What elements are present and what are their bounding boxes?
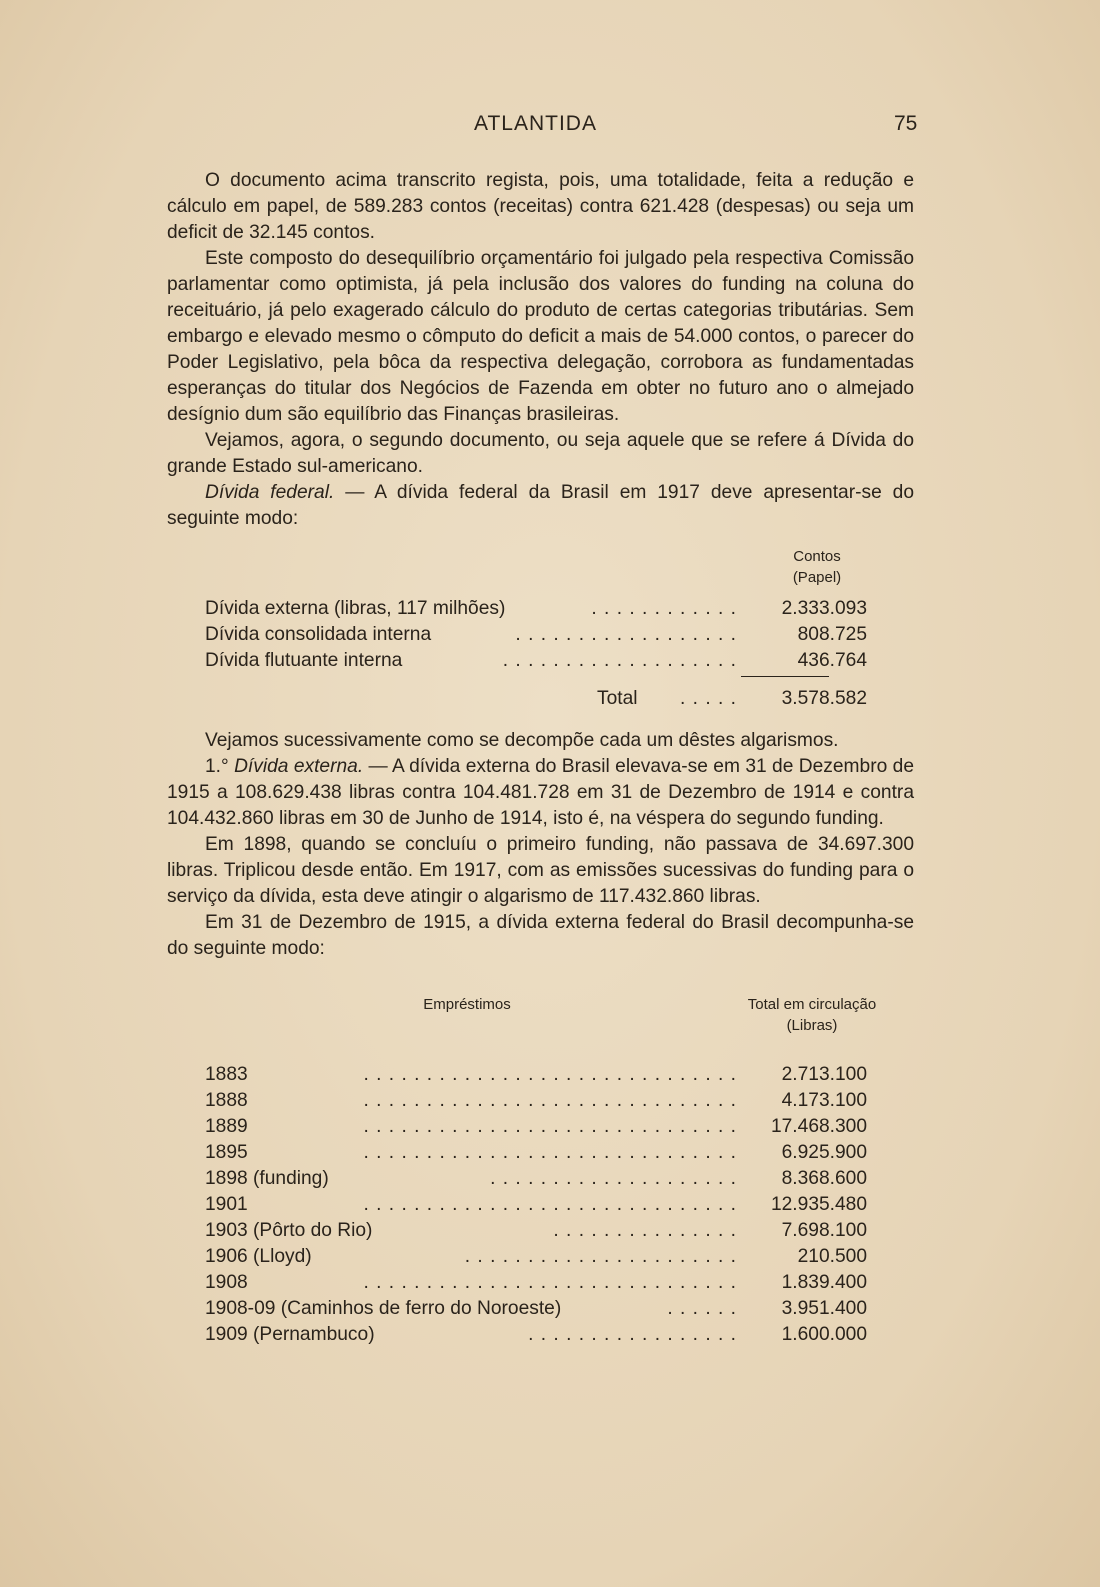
- debt-unit-header: [767, 546, 867, 588]
- section-heading-divida-federal: Dívida federal.: [205, 482, 335, 503]
- section-heading-divida-externa: Dívida externa.: [234, 756, 364, 777]
- paragraph-5: Vejamos sucessivamente como se decompõe cada um dêstes algarismos.: [205, 730, 839, 751]
- paragraph-3: Vejamos, agora, o segundo documento, ou seja aquele que se refere á Dívida do grande Estado sul-americano.: [167, 430, 914, 477]
- paragraph-6-text: — A dívida externa do Brasil elevava-se em 31 de Dezembro de 1915 a 108.629.438 libras contra 104.481.728 em 31 de Dezembro de 1914 e contra 104.432.860 libras em 30 de Junho de 1914, isto é, na véspera do segundo funding.: [167, 756, 914, 829]
- debt-table: [167, 546, 914, 728]
- loan-amount: 210.500: [797, 1246, 867, 1267]
- leader-dots: . . . . . . . . . . . . . . .: [553, 1220, 737, 1241]
- debt-unit-line1: Contos: [793, 548, 841, 565]
- running-title: ATLANTIDA: [474, 112, 597, 135]
- debt-total-value: 3.578.582: [781, 688, 867, 709]
- paragraph-4-text: — A dívida federal da Brasil em 1917 deve apresentar-se do seguinte modo:: [167, 482, 914, 529]
- paragraph-7: Em 1898, quando se concluíu o primeiro funding, não passava de 34.697.300 libras. Triplicou desde então. Em 1917, com as emissões sucessivas do funding para o serviço da dívida, esta deve atingir o algarismo de 117.432.860 libras.: [167, 834, 914, 907]
- loans-table-header: [167, 988, 914, 1062]
- paragraph-1: O documento acima transcrito regista, pois, uma totalidade, feita a redução e cálculo em papel, de 589.283 contos (receitas) contra 621.428 (despesas) ou seja um deficit de 32.145 contos.: [167, 170, 914, 243]
- loan-year-label: 1883: [205, 1064, 248, 1085]
- leader-dots: . . . . . . . . . . . . . . . . . . .: [502, 650, 737, 671]
- loan-year-label: 1903 (Pôrto do Rio): [205, 1220, 373, 1241]
- paragraph-2: Este composto do desequilíbrio orçamentário foi julgado pela respectiva Comissão parlamentar como optimista, já pela inclusão dos valores do funding na coluna do receituário, já pelo exagerado cálculo do produto de certas categorias tributárias. Sem embargo e elevado mesmo o cômputo do deficit a mais de 54.000 contos, o parecer do Poder Legislativo, pela bôca da respectiva delegação, corrobora as fundamentadas esperanças do titular dos Negócios de Fazenda em obter no futuro ano o almejado desígnio dum são equilíbrio das Finanças brasileiras.: [167, 248, 914, 425]
- loan-amount: 17.468.300: [770, 1116, 867, 1137]
- loan-year-label: 1906 (Lloyd): [205, 1246, 312, 1267]
- loan-row: [205, 1114, 867, 1140]
- leader-dots: . . . . . . . . . . . . . . . . . . . . . . . . . . . . . .: [363, 1064, 737, 1085]
- loan-row: [205, 1166, 867, 1192]
- paragraph-4: [167, 480, 914, 532]
- loan-amount: 3.951.400: [781, 1298, 867, 1319]
- loans-header-right-line2: (Libras): [786, 1017, 838, 1034]
- loan-amount: 12.935.480: [770, 1194, 867, 1215]
- loan-row: [205, 1088, 867, 1114]
- loan-year-label: 1901: [205, 1194, 248, 1215]
- loan-year-label: 1889: [205, 1116, 248, 1137]
- loan-year-label: 1909 (Pernambuco): [205, 1324, 375, 1345]
- loans-header-right-line1: Total em circulação: [747, 996, 877, 1013]
- sum-rule: [741, 676, 829, 677]
- debt-row: [205, 596, 867, 622]
- debt-row: [205, 648, 867, 674]
- loan-row: [205, 1062, 867, 1088]
- paragraph-8: Em 31 de Dezembro de 1915, a dívida externa federal do Brasil decompunha-se do seguinte modo:: [167, 912, 914, 959]
- leader-dots: . . . . . .: [667, 1298, 737, 1319]
- loan-row: [205, 1140, 867, 1166]
- loan-row: [205, 1192, 867, 1218]
- leader-dots: . . . . . . . . . . . . . . . . . . . .: [490, 1168, 737, 1189]
- loans-table-rows: [167, 1062, 914, 1348]
- debt-row-value: 808.725: [797, 624, 867, 645]
- loan-year-label: 1908-09 (Caminhos de ferro do Noroeste): [205, 1298, 562, 1319]
- debt-row-value: 2.333.093: [781, 598, 867, 619]
- loan-year-label: 1888: [205, 1090, 248, 1111]
- loans-header-right: [722, 994, 902, 1036]
- debt-total-label: Total: [597, 688, 638, 709]
- leader-dots: . . . . . . . . . . . . . . . . . . . . . . . . . . . . . .: [363, 1194, 737, 1215]
- page-number: 75: [894, 112, 918, 135]
- debt-row-label: Dívida flutuante interna: [205, 650, 403, 671]
- leader-dots: . . . . . . . . . . . . . . . . .: [528, 1324, 737, 1345]
- loan-amount: 8.368.600: [781, 1168, 867, 1189]
- debt-row-value: 436.764: [797, 650, 867, 671]
- leader-dots: . . . . . . . . . . . . . . . . . . . . . .: [464, 1246, 737, 1267]
- debt-row-label: Dívida externa (libras, 117 milhões): [205, 598, 506, 619]
- leader-dots: . . . . . . . . . . . . . . . . . . . . . . . . . . . . . .: [363, 1142, 737, 1163]
- loan-row: [205, 1296, 867, 1322]
- loan-row: [205, 1218, 867, 1244]
- paragraph-6-lead: 1.°: [205, 756, 235, 777]
- loan-amount: 2.713.100: [781, 1064, 867, 1085]
- loan-amount: 1.839.400: [781, 1272, 867, 1293]
- loan-amount: 7.698.100: [781, 1220, 867, 1241]
- leader-dots: . . . . . . . . . . . .: [591, 598, 737, 619]
- loan-amount: 1.600.000: [781, 1324, 867, 1345]
- loan-row: [205, 1244, 867, 1270]
- loan-year-label: 1898 (funding): [205, 1168, 329, 1189]
- debt-unit-line2: (Papel): [792, 569, 842, 586]
- leader-dots: . . . . . . . . . . . . . . . . . .: [515, 624, 737, 645]
- debt-total-row: [205, 686, 867, 712]
- loans-table: [167, 988, 914, 1348]
- leader-dots: . . . . . . . . . . . . . . . . . . . . . . . . . . . . . .: [363, 1272, 737, 1293]
- body-text: [167, 168, 914, 1348]
- leader-dots: . . . . . . . . . . . . . . . . . . . . . . . . . . . . . .: [363, 1090, 737, 1111]
- debt-row-label: Dívida consolidada interna: [205, 624, 432, 645]
- leader-dots: . . . . .: [680, 688, 737, 709]
- loans-header-left: Empréstimos: [423, 996, 511, 1013]
- loan-year-label: 1908: [205, 1272, 248, 1293]
- debt-row: [205, 622, 867, 648]
- loan-amount: 6.925.900: [781, 1142, 867, 1163]
- paragraph-6: [167, 754, 914, 832]
- leader-dots: . . . . . . . . . . . . . . . . . . . . . . . . . . . . . .: [363, 1116, 737, 1137]
- loan-row: [205, 1322, 867, 1348]
- page-header: [0, 112, 1100, 142]
- loan-year-label: 1895: [205, 1142, 248, 1163]
- loan-amount: 4.173.100: [781, 1090, 867, 1111]
- loan-row: [205, 1270, 867, 1296]
